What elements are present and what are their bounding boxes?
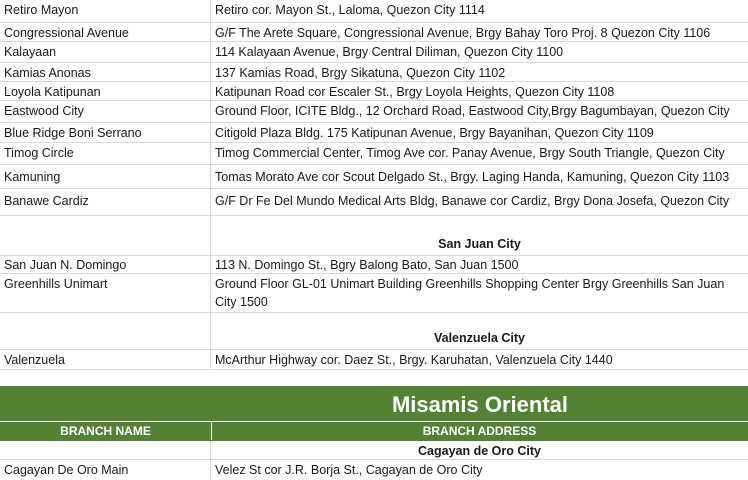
branch-name: Cagayan De Oro Main (0, 460, 211, 480)
branch-name: Retiro Mayon (0, 0, 211, 22)
table-row (0, 189, 748, 216)
city-heading: Cagayan de Oro City (418, 444, 541, 458)
branch-name: Loyola Katipunan (0, 82, 211, 100)
table-row (0, 350, 748, 370)
branch-address: McArthur Highway cor. Daez St., Brgy. Karuhatan, Valenzuela City 1440 (215, 353, 613, 367)
branch-name: Banawe Cardiz (0, 189, 211, 215)
branch-name: Kalayaan (0, 42, 211, 62)
branch-address: Citigold Plaza Bldg. 175 Katipunan Avenue, Brgy Bayanihan, Quezon City 1109 (215, 126, 654, 140)
branch-address: Katipunan Road cor Escaler St., Brgy Loyola Heights, Quezon City 1108 (215, 85, 615, 99)
branch-name: Eastwood City (0, 101, 211, 122)
branch-address: 114 Kalayaan Avenue, Brgy Central Diliman, Quezon City 1100 (215, 45, 564, 59)
branch-address: Timog Commercial Center, Timog Ave cor. Panay Avenue, Brgy South Triangle, Quezon City (215, 146, 725, 160)
city-heading-row (0, 313, 748, 350)
empty-cell (0, 313, 211, 349)
branch-address: Ground Floor GL-01 Unimart Building Greenhills Shopping Center Brgy Greenhills San Juan City 1500 (215, 277, 725, 309)
branch-address: Tomas Morato Ave cor Scout Delgado St., Brgy. Laging Handa, Kamuning, Quezon City 1103 (215, 170, 730, 184)
empty-cell (0, 216, 211, 255)
branch-name: Congressional Avenue (0, 23, 211, 41)
branch-name: Greenhills Unimart (0, 274, 211, 312)
table-row (0, 256, 748, 274)
branch-name: Blue Ridge Boni Serrano (0, 123, 211, 142)
table-row (0, 0, 748, 23)
branch-address: 137 Kamias Road, Brgy Sikatuna, Quezon City 1102 (215, 66, 506, 80)
table-row (0, 82, 748, 101)
branch-address: G/F Dr Fe Del Mundo Medical Arts Bldg, Banawe cor Cardiz, Brgy Dona Josefa, Quezon City (215, 194, 730, 208)
table-row (0, 101, 748, 123)
city-heading: Valenzuela City (433, 331, 525, 345)
branch-name: Kamuning (0, 165, 211, 188)
table-row (0, 63, 748, 82)
city-heading-row (0, 216, 748, 256)
table-row (0, 143, 748, 165)
branch-address: Retiro cor. Mayon St., Laloma, Quezon City 1114 (215, 3, 485, 17)
table-row (0, 42, 748, 63)
city-heading-row (0, 441, 748, 460)
table-row (0, 165, 748, 189)
table-row (0, 274, 748, 313)
column-header-row (0, 421, 748, 441)
table-row (0, 460, 748, 480)
branch-name: San Juan N. Domingo (0, 256, 211, 273)
table-row (0, 23, 748, 42)
branch-name: Valenzuela (0, 350, 211, 369)
column-header-branch-address: BRANCH ADDRESS (422, 424, 537, 438)
region-banner (0, 386, 748, 421)
branch-name: Kamias Anonas (0, 63, 211, 81)
branch-address: 113 N. Domingo St., Bgry Balong Bato, San Juan 1500 (215, 258, 519, 272)
table-row (0, 123, 748, 143)
branch-name: Timog Circle (0, 143, 211, 164)
branch-address: Velez St cor J.R. Borja St., Cagayan de Oro City (215, 463, 483, 477)
branch-address: Ground Floor, ICITE Bldg., 12 Orchard Road, Eastwood City,Brgy Bagumbayan, Quezon City (215, 104, 730, 118)
region-title: Misamis Oriental (391, 392, 569, 417)
column-header-branch-name: BRANCH NAME (0, 422, 212, 440)
branch-address: G/F The Arete Square, Congressional Avenue, Brgy Bahay Toro Proj. 8 Quezon City 1106 (215, 26, 711, 40)
empty-cell (0, 441, 211, 459)
city-heading: San Juan City (438, 237, 521, 251)
